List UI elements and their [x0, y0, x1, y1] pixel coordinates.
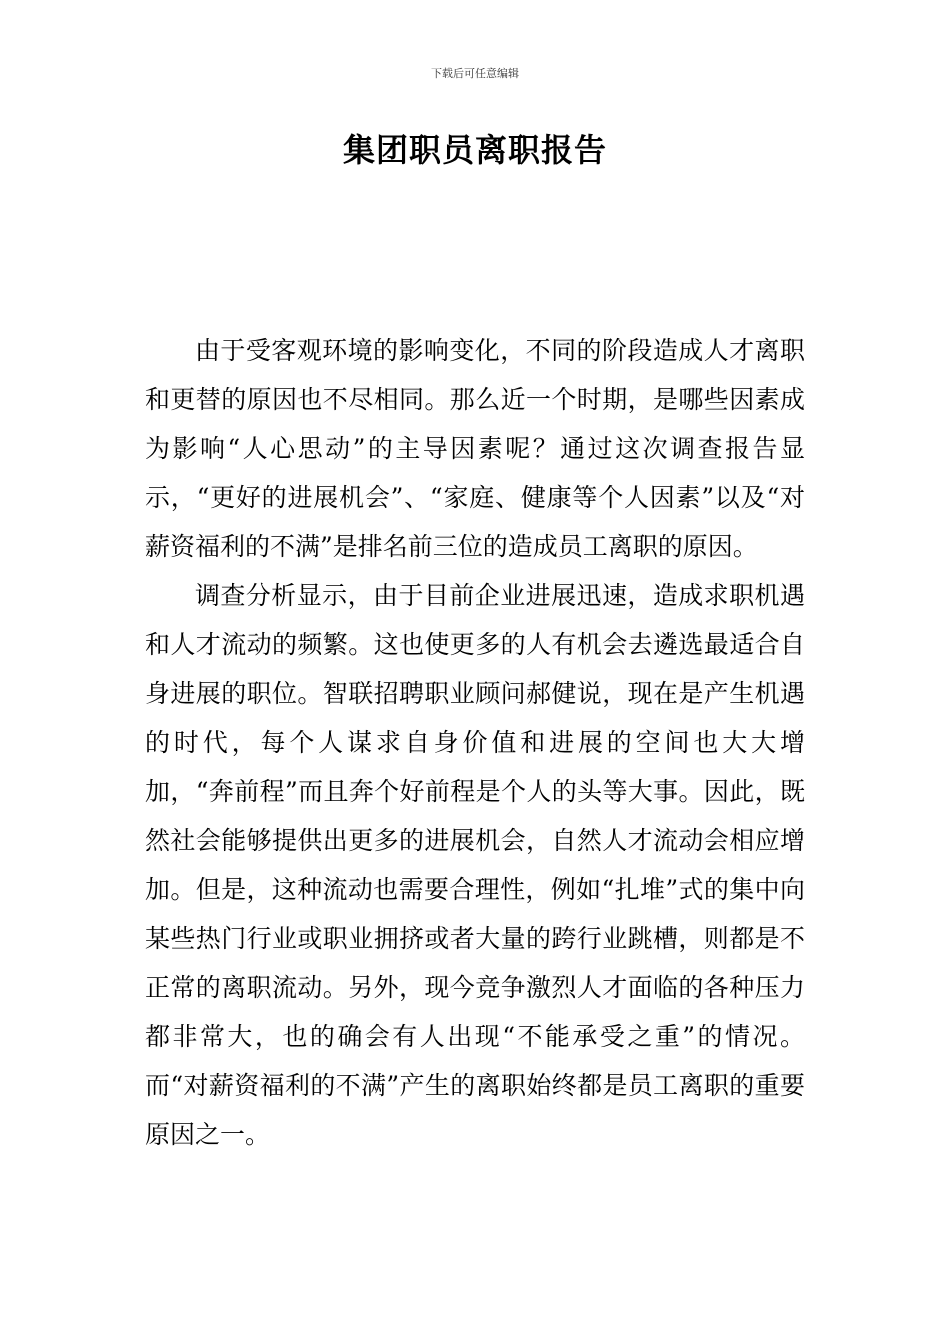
header-note: 下载后可任意编辑	[431, 67, 519, 80]
page-title: 集团职员离职报告	[342, 131, 607, 169]
paragraph-2: 调查分析显示，由于目前企业进展迅速，造成求职机遇和人才流动的频繁。这也使更多的人有机会去遴选最适合自身进展的职位。智联招聘职业顾问郝健说，现在是产生机遇的时代，每个人谋求自身价值和进展的空间也大大增加，“奔前程”而且奔个好前程是个人的头等大事。因此，既然社会能够提供出更多的进展机会，自然人才流动会相应增加。但是，这种流动也需要合理性，例如“扎堆”式的集中向某些热门行业或职业拥挤或者大量的跨行业跳槽，则都是不正常的离职流动。另外，现今竞争激烈人才面临的各种压力都非常大，也的确会有人出现“不能承受之重”的情况。而“对薪资福利的不满”产生的离职始终都是员工离职的重要原因之一。	[145, 581, 805, 1149]
document-body	[145, 326, 805, 1159]
paragraph-1: 由于受客观环境的影响变化，不同的阶段造成人才离职和更替的原因也不尽相同。那么近一个时期，是哪些因素成为影响“人心思动”的主导因素呢？通过这次调查报告显示，“更好的进展机会”、“家庭、健康等个人因素”以及“对薪资福利的不满”是排名前三位的造成员工离职的原因。	[145, 336, 805, 561]
